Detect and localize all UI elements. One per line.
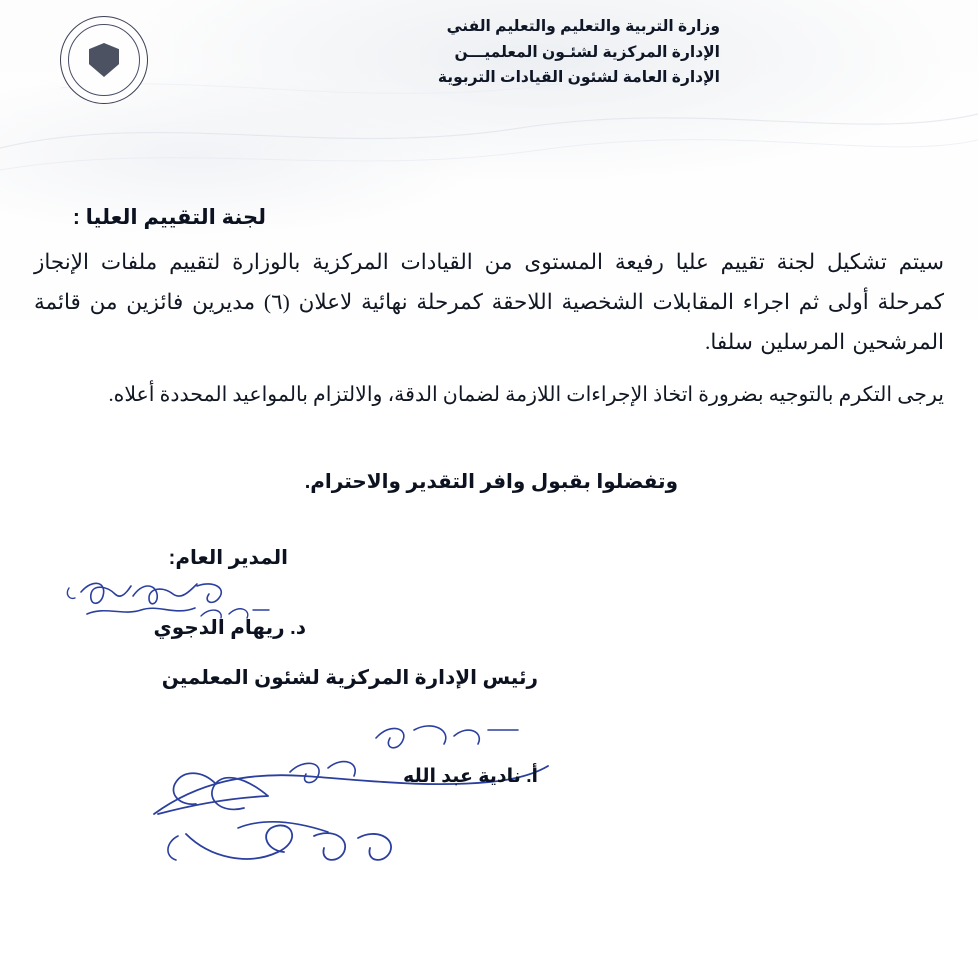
paragraph-evaluation-committee: سيتم تشكيل لجنة تقييم عليا رفيعة المستوى من القيادات المركزية بالوزارة لتقييم ملفات الإنجاز كمرحلة أولى ثم اجراء المقابلات الشخصية اللاحقة كمرحلة نهائية لاعلان (٦) مديرين فائزين من قائمة المرشحين المرسلين سلفا. [34,250,944,354]
seal-icon [60,16,148,104]
ministry-logo [62,16,148,102]
signature-mark-head-of-central-administration [118,710,558,880]
ministry-line-3: الإدارة العامة لشئون القيادات التربوية [437,69,720,87]
ministry-line-2: الإدارة المركزية لشئـون المعلميـــن [454,43,720,61]
ministry-heading [438,14,720,91]
signature-title-director-general: المدير العام: [168,547,288,569]
eagle-crest-icon [89,43,119,77]
ministry-line-1: وزارة التربية والتعليم والتعليم الفني [446,18,720,35]
signature-name-director-general: د. ريهام الدجوي [153,617,306,639]
signature-title-head-central-administration: رئيس الإدارة المركزية لشئون المعلمين [161,667,538,689]
document-header [0,14,978,124]
subject-label: لجنة التقييم العليا : [72,206,266,229]
closing-salutation: وتفضلوا بقبول وافر التقدير والاحترام. [304,471,678,493]
paragraph-instructions: يرجى التكرم بالتوجيه بضرورة اتخاذ الإجراءات اللازمة لضمان الدقة، والالتزام بالمواعيد المحددة أعلاه. [108,384,944,406]
signature-name-head-central-administration: أ. نادية عبد الله [403,766,538,787]
